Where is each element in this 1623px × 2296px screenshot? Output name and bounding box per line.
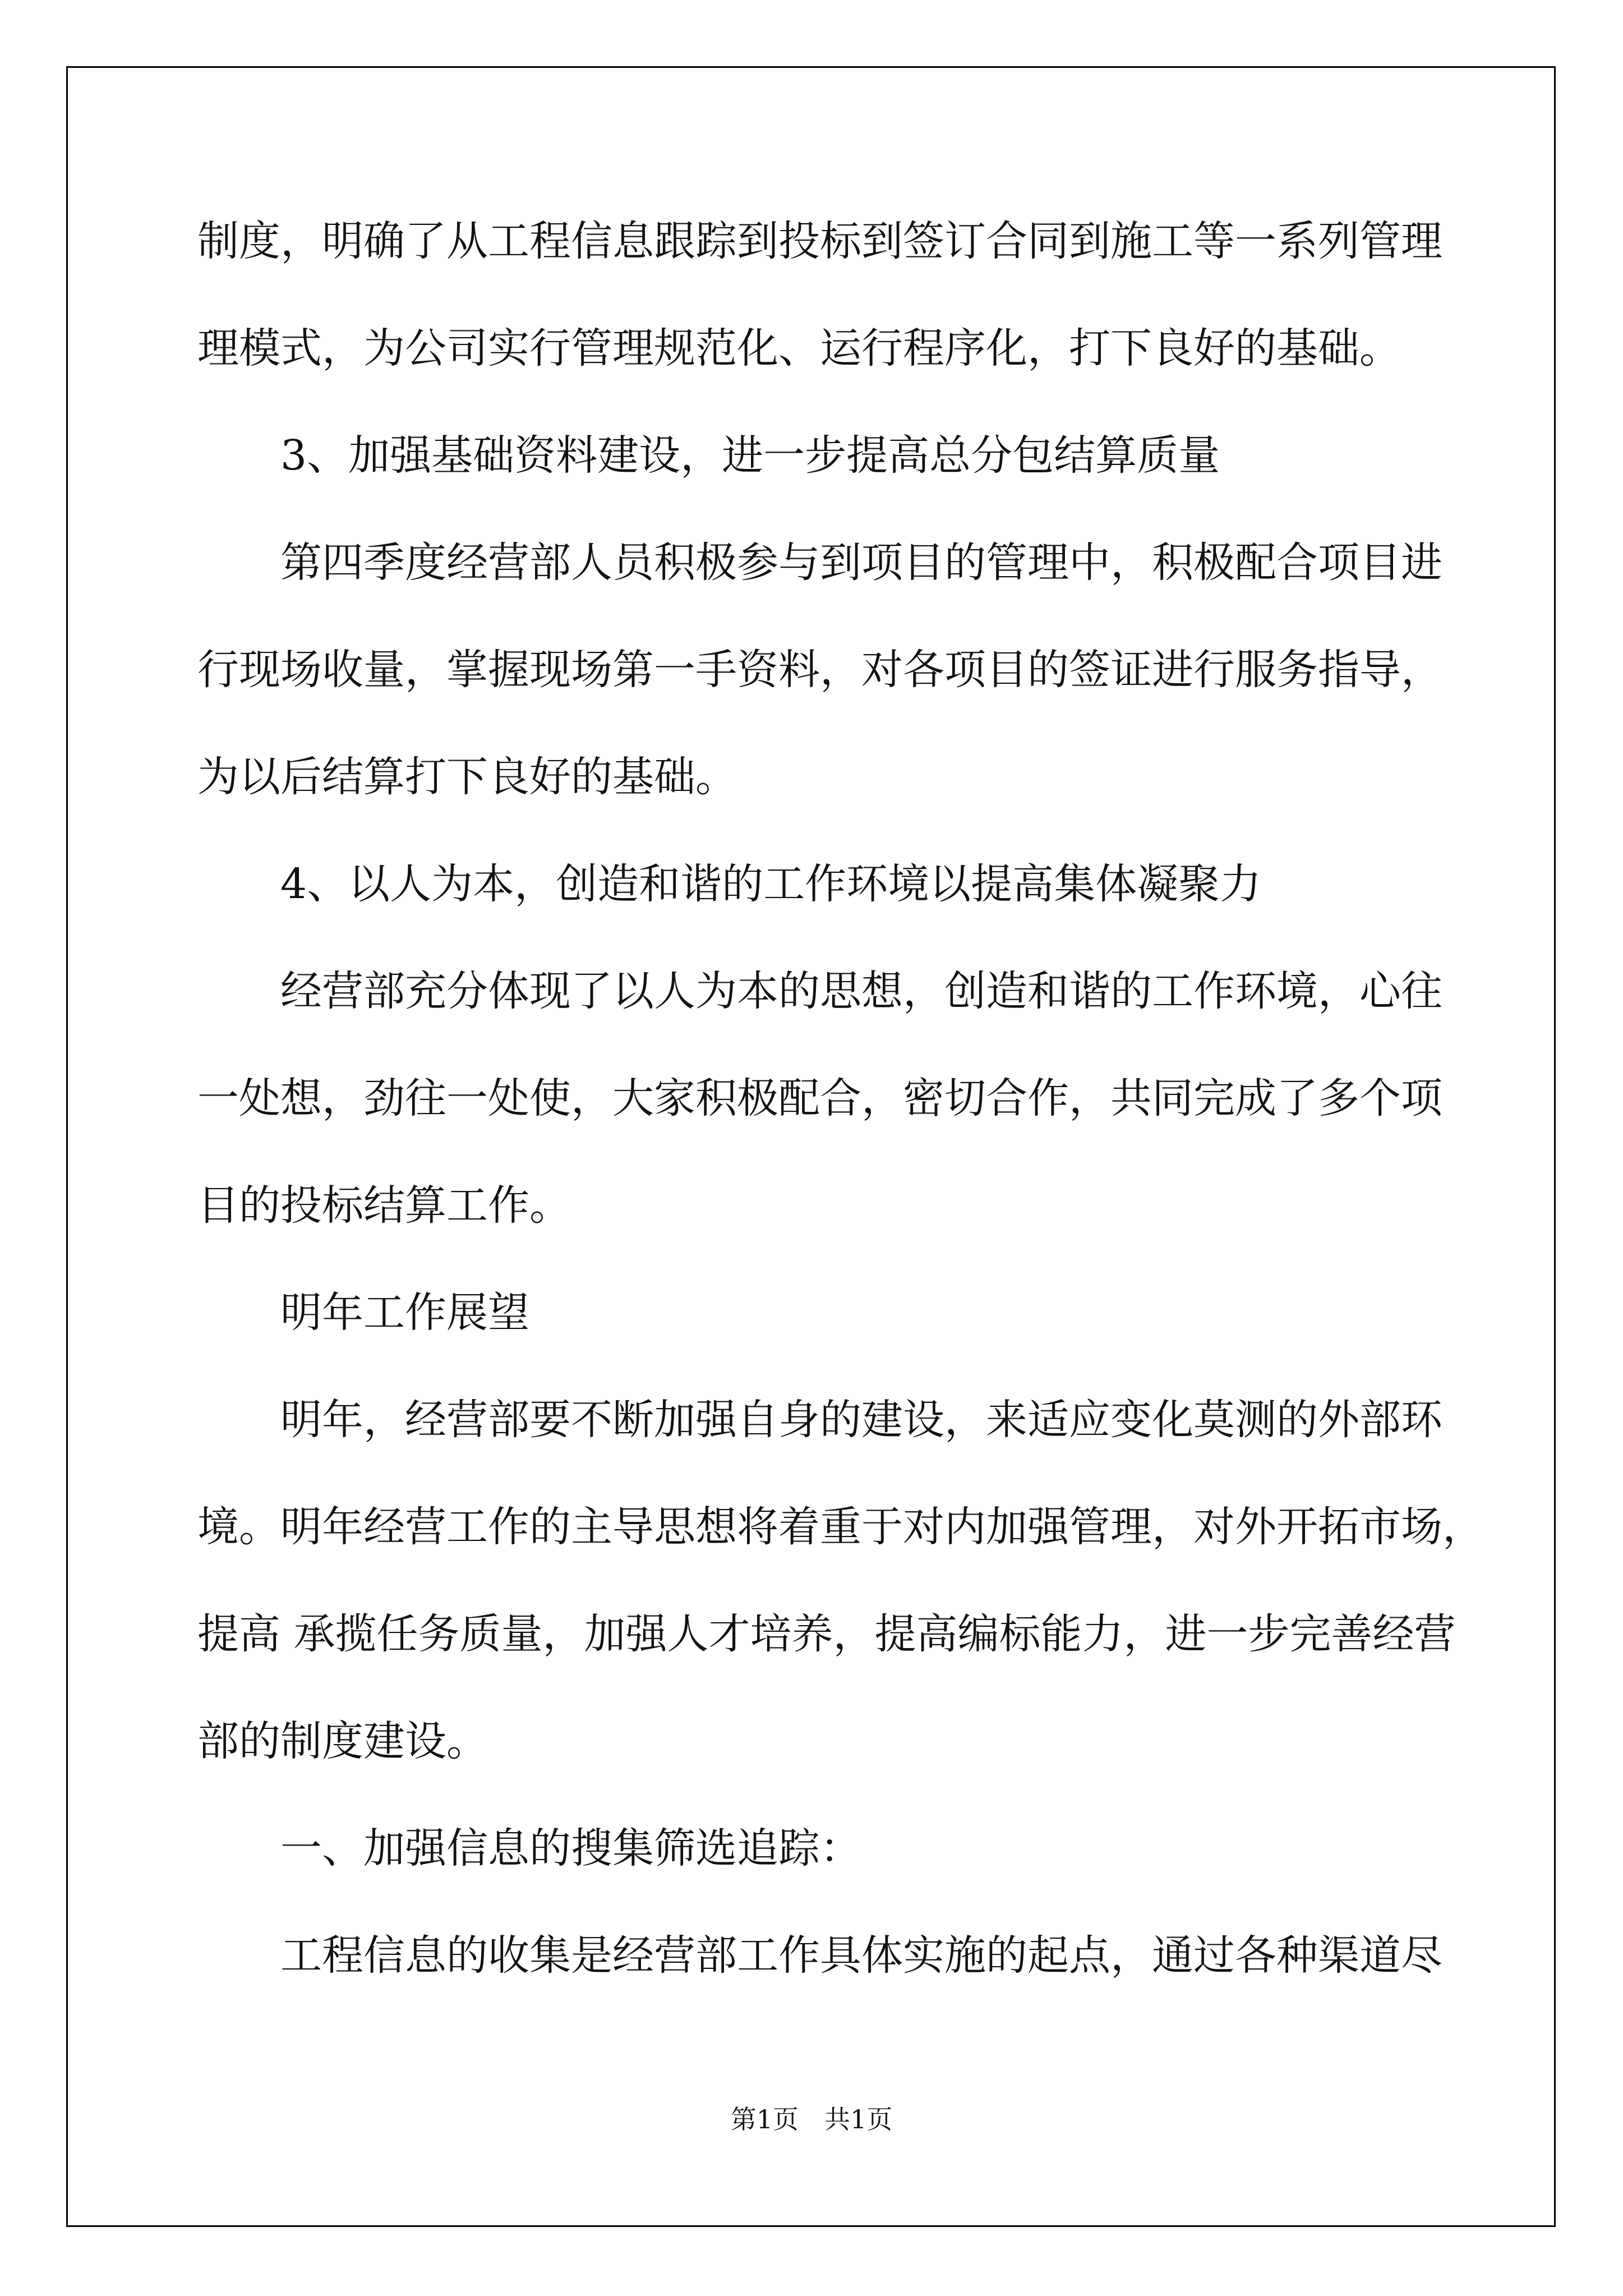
page-total: 共1页 — [824, 2104, 893, 2134]
text-line: 4、以人为本，创造和谐的工作环境以提高集体凝聚力 — [280, 860, 1262, 908]
text-line: 一、加强信息的搜集筛选追踪： — [280, 1824, 861, 1872]
document-body — [197, 213, 1484, 2035]
text-line: 制度，明确了从工程信息跟踪到投标到签订合同到施工等一系列管理 — [197, 217, 1442, 265]
text-line: 目的投标结算工作。 — [197, 1181, 571, 1230]
text-line: 明年工作展望 — [280, 1289, 529, 1337]
text-line: 经营部充分体现了以人为本的思想，创造和谐的工作环境，心往 — [280, 967, 1442, 1015]
text-line: 理模式，为公司实行管理规范化、运行程序化，打下良好的基础。 — [197, 324, 1401, 372]
text-line: 一处想，劲往一处使，大家积极配合，密切合作，共同完成了多个项 — [197, 1074, 1442, 1122]
text-line: 3、加强基础资料建设，进一步提高总分包结算质量 — [280, 431, 1220, 480]
page-footer — [0, 2102, 1623, 2136]
text-line: 境。明年经营工作的主导思想将着重于对内加强管理，对外开拓市场， — [197, 1503, 1484, 1551]
text-line: 工程信息的收集是经营部工作具体实施的起点，通过各种渠道尽 — [280, 1931, 1442, 1980]
text-line: 行现场收量，掌握现场第一手资料，对各项目的签证进行服务指导， — [197, 646, 1442, 694]
text-line: 明年，经营部要不断加强自身的建设，来适应变化莫测的外部环 — [280, 1396, 1442, 1444]
text-line: 提高 承揽任务质量，加强人才培养，提高编标能力，进一步完善经营 — [197, 1610, 1456, 1658]
text-line: 为以后结算打下良好的基础。 — [197, 753, 737, 801]
text-line: 部的制度建设。 — [197, 1717, 488, 1765]
page-number: 第1页 — [730, 2104, 799, 2134]
text-line: 第四季度经营部人员积极参与到项目的管理中，积极配合项目进 — [280, 539, 1442, 587]
